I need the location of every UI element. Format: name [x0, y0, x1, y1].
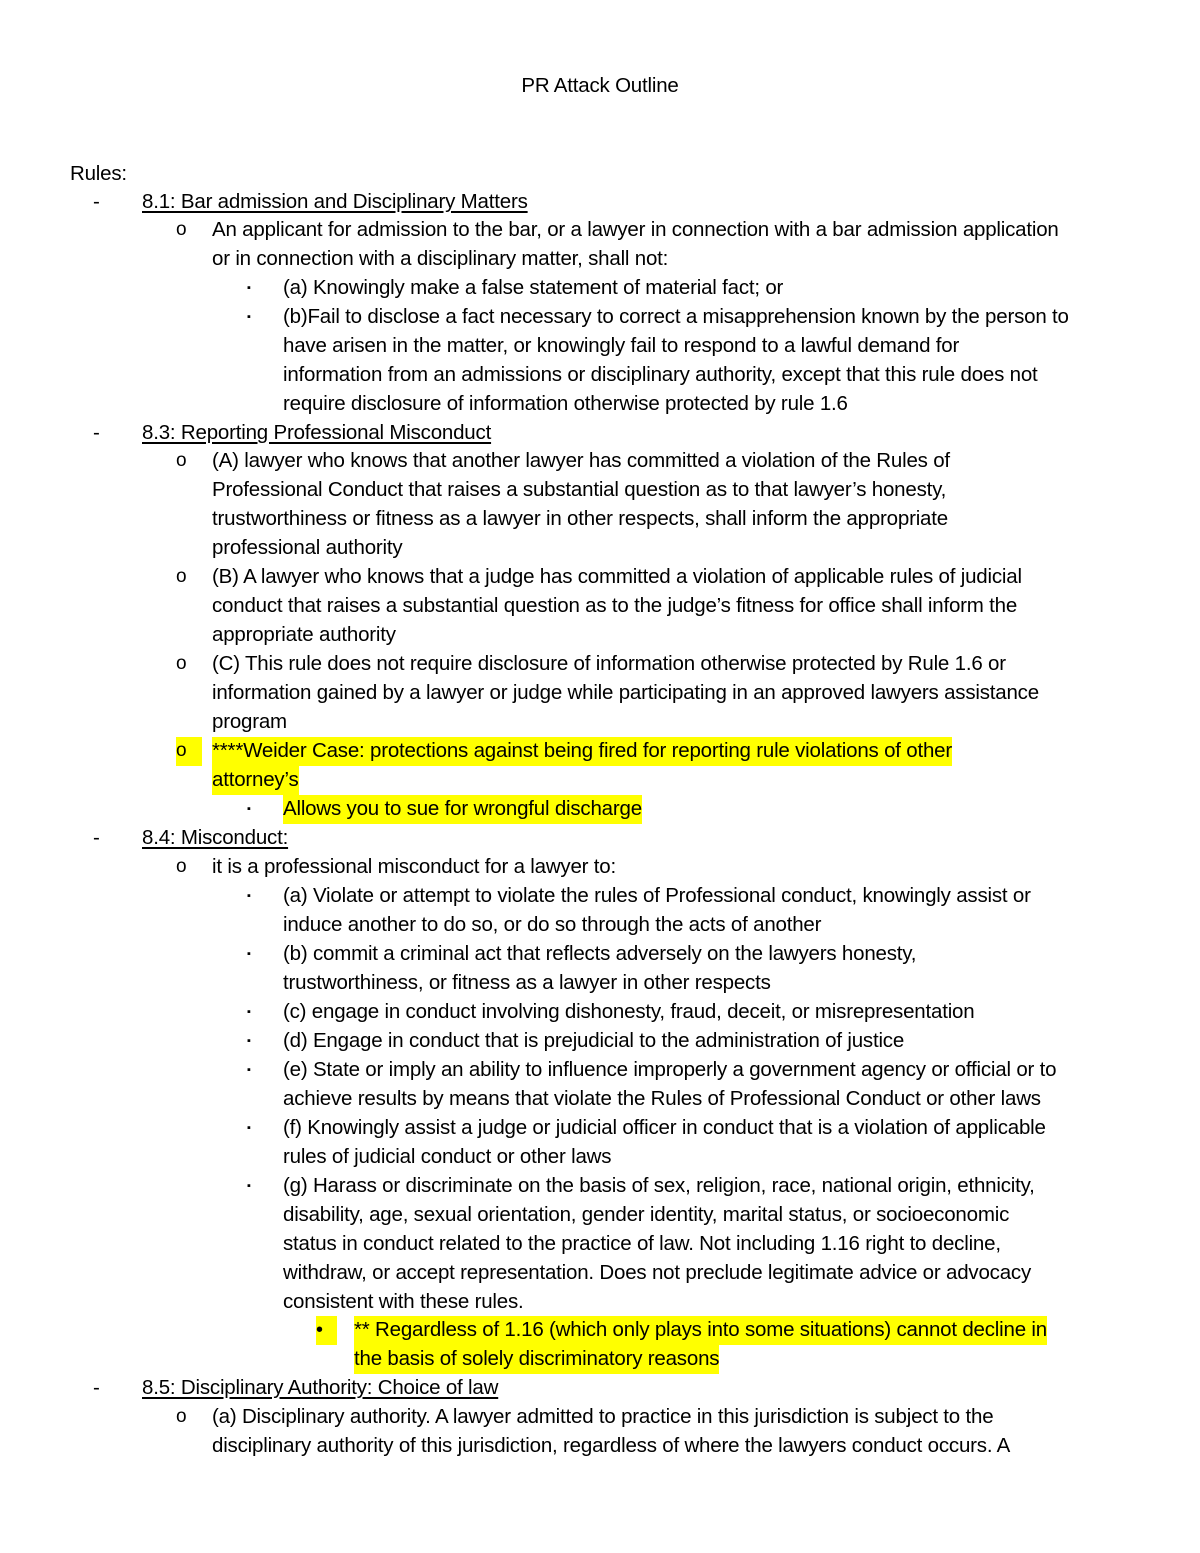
outline-line: (a) Knowingly make a false statement of material fact; or	[283, 276, 784, 299]
outline-line: achieve results by means that violate the Rules of Professional Conduct or other laws	[283, 1087, 1041, 1110]
outline-line: it is a professional misconduct for a lawyer to:	[212, 855, 616, 878]
outline-line: (b)Fail to disclose a fact necessary to correct a misapprehension known by the person to	[283, 305, 1069, 328]
section-label-8-5: 8.5: Disciplinary Authority: Choice of law	[142, 1376, 499, 1399]
circle-marker: o	[176, 566, 187, 587]
outline-line: rules of judicial conduct or other laws	[283, 1145, 612, 1168]
outline-line: conduct that raises a substantial question as to the judge’s fitness for office shall inform the	[212, 594, 1018, 617]
square-marker: ▪	[247, 1006, 251, 1018]
outline-line: (a) Violate or attempt to violate the rules of Professional conduct, knowingly assist or	[283, 884, 1031, 907]
document-title: PR Attack Outline	[521, 74, 679, 97]
outline-line: information from an admissions or disciplinary authority, except that this rule does not	[283, 363, 1038, 386]
outline-line: (C) This rule does not require disclosure of information otherwise protected by Rule 1.6 or	[212, 652, 1006, 675]
square-marker: ▪	[247, 282, 251, 294]
section-label-8-3: 8.3: Reporting Professional Misconduct	[142, 421, 492, 444]
outline-line: appropriate authority	[212, 623, 396, 646]
outline-line: An applicant for admission to the bar, or a lawyer in connection with a bar admission application	[212, 218, 1059, 241]
square-marker: ▪	[247, 1180, 251, 1192]
rules-heading: Rules:	[70, 162, 127, 185]
outline-line: (f) Knowingly assist a judge or judicial officer in conduct that is a violation of applicable	[283, 1116, 1046, 1139]
outline-line: (c) engage in conduct involving dishonesty, fraud, deceit, or misrepresentation	[283, 1000, 975, 1023]
outline-line: (b) commit a criminal act that reflects adversely on the lawyers honesty,	[283, 942, 917, 965]
outline-line: (B) A lawyer who knows that a judge has committed a violation of applicable rules of judicial	[212, 565, 1022, 588]
square-marker: ▪	[247, 948, 251, 960]
section-label-8-4: 8.4: Misconduct:	[142, 826, 289, 849]
square-marker: ▪	[247, 1064, 251, 1076]
outline-line: (A) lawyer who knows that another lawyer has committed a violation of the Rules of	[212, 449, 950, 472]
dash-marker: -	[93, 826, 100, 849]
outline-line: induce another to do so, or do so through the acts of another	[283, 913, 822, 936]
outline-line: disciplinary authority of this jurisdiction, regardless of where the lawyers conduct occurs. A	[212, 1434, 1011, 1457]
outline-line: (a) Disciplinary authority. A lawyer admitted to practice in this jurisdiction is subject to the	[212, 1405, 994, 1428]
outline-line: require disclosure of information otherwise protected by rule 1.6	[283, 392, 848, 415]
outline-line: status in conduct related to the practice of law. Not including 1.16 right to decline,	[283, 1232, 1001, 1255]
outline-line: consistent with these rules.	[283, 1290, 524, 1313]
section-label-8-1: 8.1: Bar admission and Disciplinary Matters	[142, 190, 528, 213]
outline-line: or in connection with a disciplinary matter, shall not:	[212, 247, 669, 270]
dash-marker: -	[93, 190, 100, 213]
square-marker: ▪	[247, 1122, 251, 1134]
circle-marker: o	[176, 1406, 187, 1427]
highlighted-line: the basis of solely discriminatory reasons	[354, 1345, 719, 1374]
outline-line: (d) Engage in conduct that is prejudicial to the administration of justice	[283, 1029, 905, 1052]
square-marker: ▪	[247, 803, 251, 815]
outline-line: (e) State or imply an ability to influence improperly a government agency or official or to	[283, 1058, 1057, 1081]
square-marker: ▪	[247, 311, 251, 323]
highlighted-line: ****Weider Case: protections against being fired for reporting rule violations of other	[212, 737, 952, 766]
square-marker: ▪	[247, 1035, 251, 1047]
dash-marker: -	[93, 421, 100, 444]
outline-line: withdraw, or accept representation. Does not preclude legitimate advice or advocacy	[283, 1261, 1032, 1284]
circle-marker-highlighted: o	[176, 737, 202, 766]
outline-line: disability, age, sexual orientation, gender identity, marital status, or socioeconomic	[283, 1203, 1010, 1226]
circle-marker: o	[176, 856, 187, 877]
outline-line: information gained by a lawyer or judge while participating in an approved lawyers assistance	[212, 681, 1039, 704]
outline-line: trustworthiness or fitness as a lawyer in other respects, shall inform the appropriate	[212, 507, 948, 530]
outline-line: trustworthiness, or fitness as a lawyer in other respects	[283, 971, 771, 994]
outline-line: program	[212, 710, 287, 733]
outline-line: have arisen in the matter, or knowingly fail to respond to a lawful demand for	[283, 334, 960, 357]
square-marker: ▪	[247, 890, 251, 902]
outline-line: Professional Conduct that raises a substantial question as to that lawyer’s honesty,	[212, 478, 947, 501]
highlighted-line: ** Regardless of 1.16 (which only plays into some situations) cannot decline in	[354, 1316, 1047, 1345]
circle-marker: o	[176, 450, 187, 471]
circle-marker: o	[176, 653, 187, 674]
highlighted-line: Allows you to sue for wrongful discharge	[283, 795, 642, 824]
dot-marker-highlighted: •	[316, 1316, 337, 1345]
highlighted-line: attorney’s	[212, 766, 299, 795]
outline-line: professional authority	[212, 536, 403, 559]
outline-line: (g) Harass or discriminate on the basis of sex, religion, race, national origin, ethnicity,	[283, 1174, 1035, 1197]
dash-marker: -	[93, 1376, 100, 1399]
circle-marker: o	[176, 219, 187, 240]
